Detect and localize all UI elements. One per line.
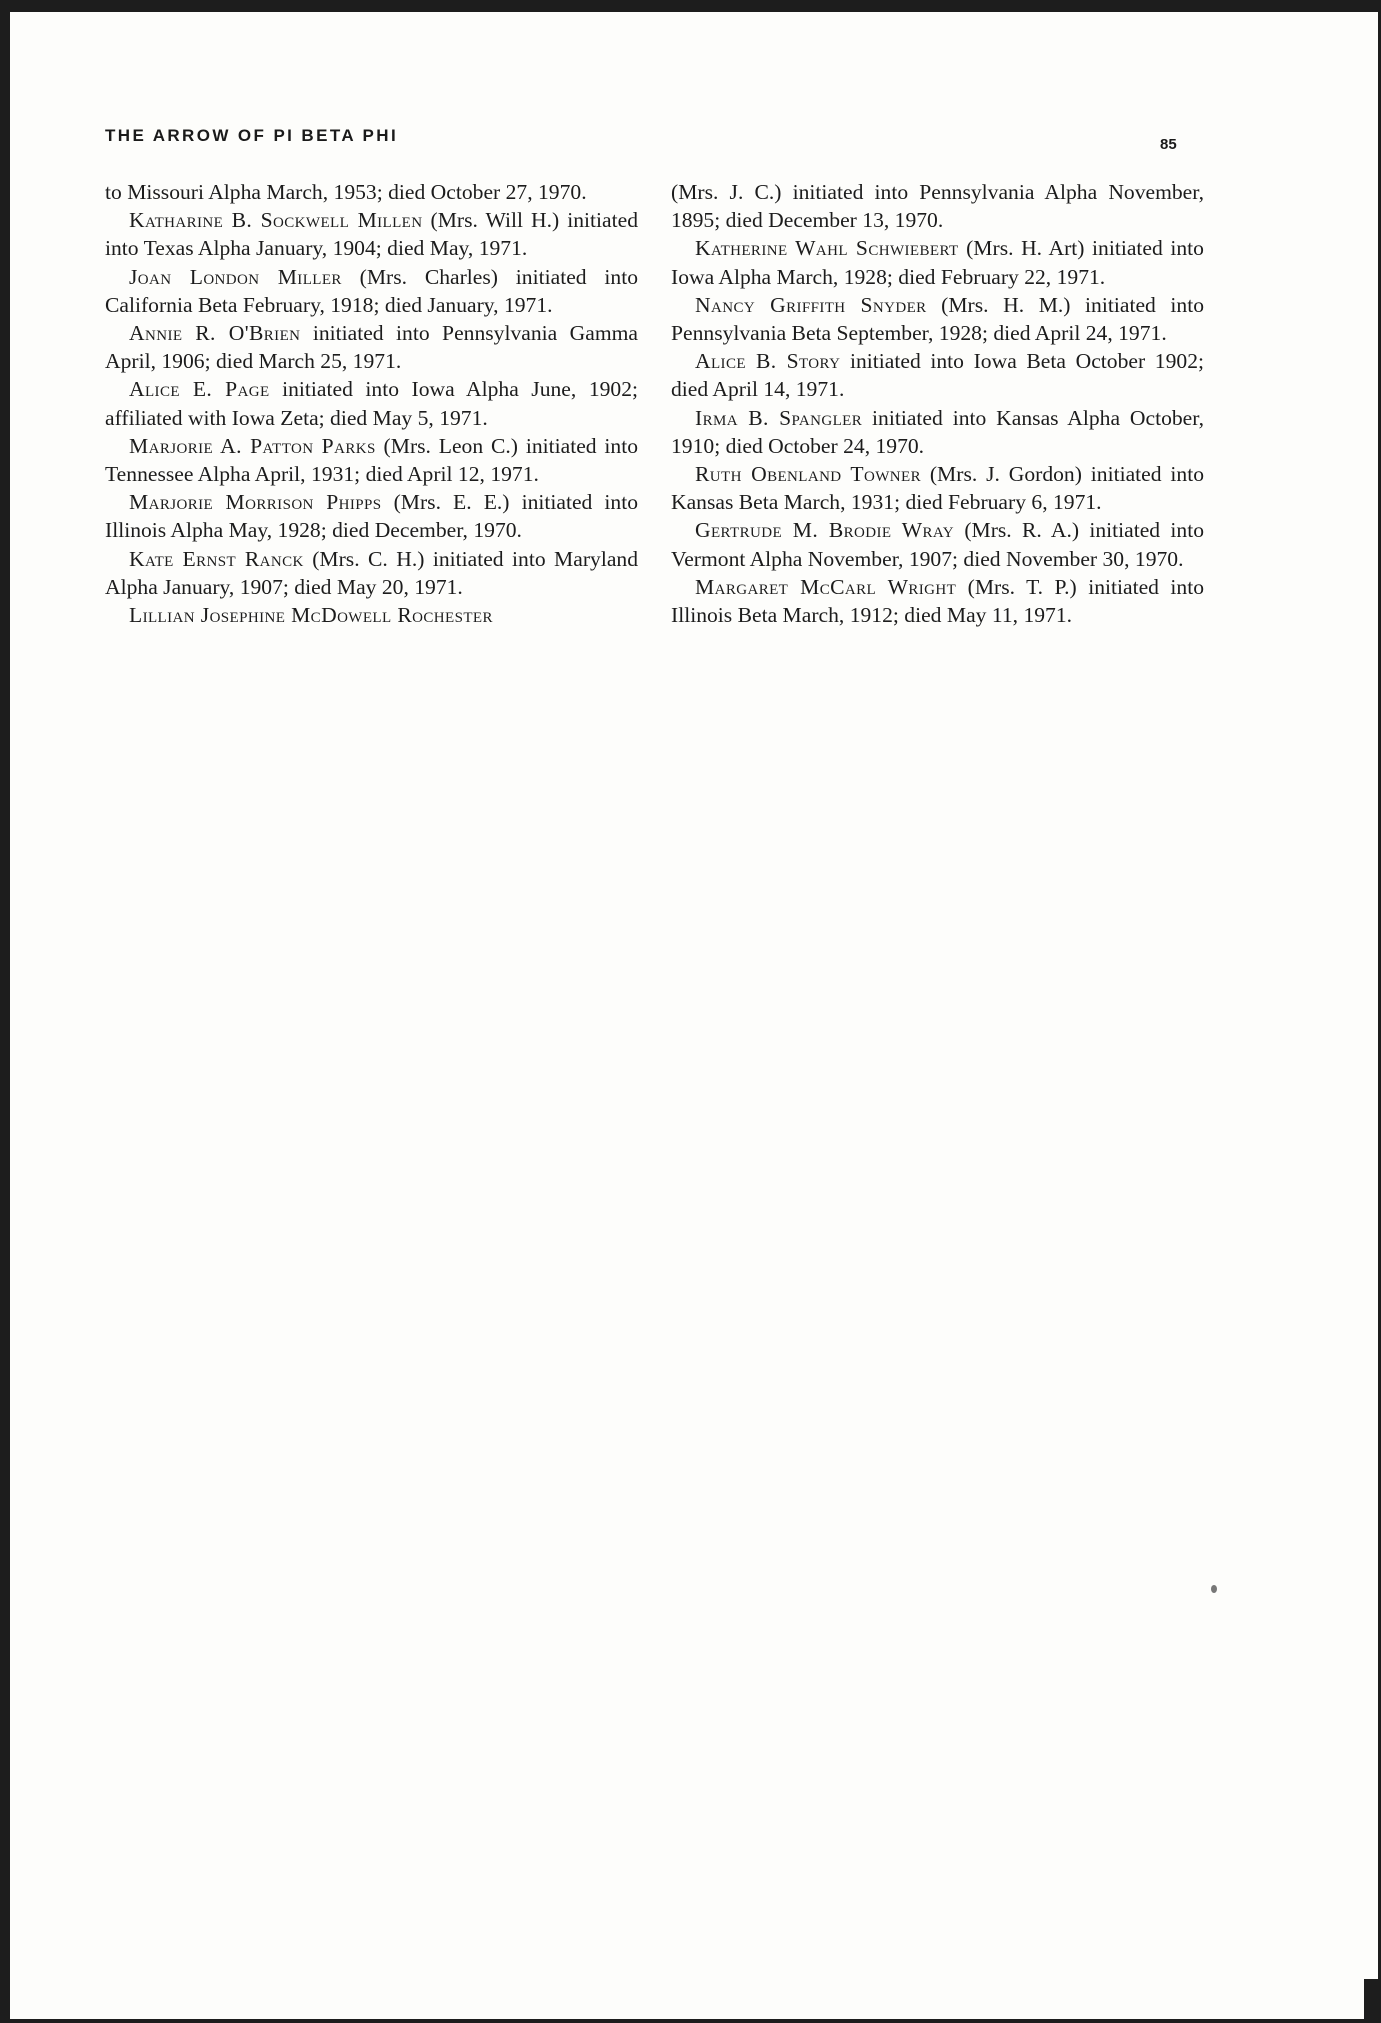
obituary-entry (671, 516, 1204, 572)
obituary-entry (105, 375, 638, 431)
entry-text: initiated into Iowa Beta October 1902; died April 14, 1971. (671, 349, 1204, 402)
obituary-entry (671, 347, 1204, 403)
entry-name: Margaret McCarl Wright (695, 574, 957, 599)
entry-name: Joan London Miller (129, 264, 342, 289)
entry-name: Alice E. Page (129, 377, 270, 402)
running-head: THE ARROW OF PI BETA PHI (105, 126, 399, 145)
obituary-entry (671, 234, 1204, 290)
entry-text: (Mrs. Leon C.) initiated into Tennessee Alpha April, 1931; died April 12, 1971. (105, 433, 639, 487)
scan-edge-mark (1364, 1979, 1378, 2019)
obituary-entry (671, 460, 1204, 516)
entry-text: (Mrs. R. A.) initiated into Vermont Alpha November, 1907; died November 30, 1970. (671, 518, 1204, 571)
obituary-entry (671, 404, 1204, 460)
entry-name: Irma B. Spangler (695, 405, 863, 430)
obituary-entry (671, 178, 1204, 234)
entry-text: (Mrs. Charles) initiated into California Beta February, 1918; died January, 1971. (105, 264, 638, 317)
obituary-entry (105, 206, 638, 262)
entry-text: (Mrs. J. Gordon) initiated into Kansas Beta March, 1931; died February 6, 1971. (671, 462, 1204, 515)
entry-name: Marjorie A. Patton Parks (129, 433, 376, 458)
obituary-entry (105, 319, 638, 375)
obituary-entry (105, 488, 638, 544)
entry-text: initiated into Kansas Alpha October, 1910; died October 24, 1970. (671, 405, 1204, 458)
entry-text: (Mrs. C. H.) initiated into Maryland Alpha January, 1907; died May 20, 1971. (105, 546, 638, 599)
entry-name: Lillian Josephine McDowell Rochester (129, 603, 493, 628)
obituary-entry (105, 432, 638, 488)
entry-text: initiated into Iowa Alpha June, 1902; affiliated with Iowa Zeta; died May 5, 1971. (105, 377, 638, 430)
entry-text: to Missouri Alpha March, 1953; died October 27, 1970. (105, 180, 587, 204)
obituary-entry (105, 178, 638, 206)
entry-name: Katharine B. Sockwell Millen (129, 208, 423, 233)
obituary-entry (105, 601, 638, 629)
right-column (671, 178, 1204, 629)
entry-text: (Mrs. J. C.) initiated into Pennsylvania Alpha November, 1895; died December 13, 1970. (671, 180, 1204, 233)
left-column (105, 178, 638, 629)
page-number: 85 (1160, 136, 1177, 153)
entry-name: Kate Ernst Ranck (129, 546, 304, 571)
entry-text: (Mrs. H. M.) initiated into Pennsylvania Beta September, 1928; died April 24, 1971. (671, 292, 1204, 346)
entry-text: (Mrs. Will H.) initiated into Texas Alpha January, 1904; died May, 1971. (105, 208, 639, 261)
entry-name: Nancy Griffith Snyder (695, 292, 927, 317)
entry-name: Annie R. O'Brien (129, 321, 301, 346)
entry-name: Marjorie Morrison Phipps (129, 490, 382, 515)
entry-name: Alice B. Story (695, 349, 841, 374)
entry-text: (Mrs. H. Art) initiated into Iowa Alpha March, 1928; died February 22, 1971. (671, 236, 1204, 289)
entry-name: Gertrude M. Brodie Wray (695, 518, 955, 543)
entry-name: Katherine Wahl Schwiebert (695, 236, 959, 261)
obituary-entry (105, 263, 638, 319)
entry-text: (Mrs. T. P.) initiated into Illinois Beta March, 1912; died May 11, 1971. (671, 574, 1205, 628)
obituary-entry (671, 573, 1204, 629)
obituary-entry (105, 545, 638, 601)
entry-text: (Mrs. E. E.) initiated into Illinois Alpha May, 1928; died December, 1970. (105, 490, 638, 543)
obituary-entry (671, 291, 1204, 347)
entry-text: initiated into Pennsylvania Gamma April, 1906; died March 25, 1971. (105, 321, 638, 374)
entry-name: Ruth Obenland Towner (695, 462, 921, 487)
scan-speck (1211, 1585, 1217, 1593)
